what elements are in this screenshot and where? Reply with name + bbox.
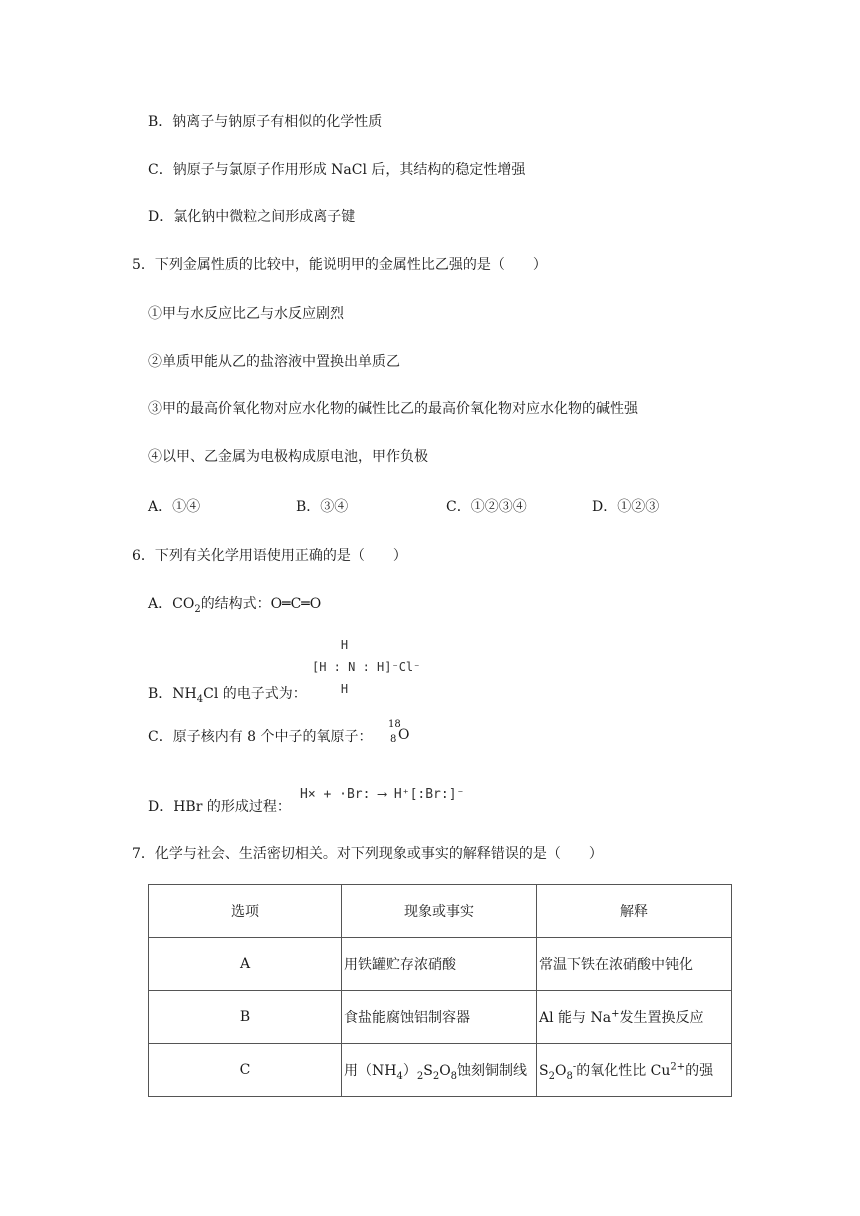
row-a-fact: 用铁罐贮存浓硝酸 <box>342 938 537 991</box>
row-a-explain: 常温下铁在浓硝酸中钝化 <box>537 938 732 991</box>
q5-item-4: ④以甲、乙金属为电极构成原电池，甲作负极 <box>148 449 428 465</box>
q6-option-b: B．$NH_4Cl$ 的电子式为： <box>148 686 307 705</box>
header-option: 选项 <box>149 885 342 938</box>
row-b-explain: Al 能与 Na+发生置换反应 <box>537 991 732 1044</box>
q6-option-a: A．$CO_2$的结构式：O═C═O <box>148 596 322 615</box>
row-c-option: C <box>149 1044 342 1097</box>
q4-option-c: C．钠原子与氯原子作用形成 NaCl 后，其结构的稳定性增强 <box>148 162 526 178</box>
q5-item-1: ①甲与水反应比乙与水反应剧烈 <box>148 306 344 322</box>
q5-option-c: C．①②③④ <box>446 499 527 515</box>
row-c-explain: $S_2O_8^-$的氧化性比 $Cu^{2+}$的强 <box>537 1044 732 1097</box>
oxygen-nuclide-symbol: 18 8 O <box>388 719 410 745</box>
q6-option-d: D．HBr 的形成过程： <box>148 799 291 815</box>
header-fact: 现象或事实 <box>342 885 537 938</box>
q7-stem: 7．化学与社会、生活密切相关。对下列现象或事实的解释错误的是（ ） <box>132 846 603 862</box>
hbr-formation-diagram: H× + ·Br: ⟶ H⁺[:Br:]⁻ <box>300 787 465 802</box>
q5-option-d: D．①②③ <box>592 499 660 515</box>
table-row <box>149 991 732 1044</box>
q5-option-b: B．③④ <box>296 499 349 515</box>
header-explain: 解释 <box>537 885 732 938</box>
q6-stem: 6．下列有关化学用语使用正确的是（ ） <box>132 548 407 564</box>
q5-item-2: ②单质甲能从乙的盐溶液中置换出单质乙 <box>148 354 400 370</box>
nh4cl-electron-formula: H [H : N : H]⁻Cl⁻ H <box>312 638 421 696</box>
q7-table <box>148 884 732 1097</box>
q6-option-c: C．原子核内有 8 个中子的氧原子： <box>148 729 373 745</box>
table-row <box>149 938 732 991</box>
q5-item-3: ③甲的最高价氧化物对应水化物的碱性比乙的最高价氧化物对应水化物的碱性强 <box>148 401 638 417</box>
row-a-option: A <box>149 938 342 991</box>
q5-stem: 5．下列金属性质的比较中，能说明甲的金属性比乙强的是（ ） <box>132 257 547 273</box>
row-c-fact: 用$(NH_4)_2S_2O_8$蚀刻铜制线 <box>342 1044 537 1097</box>
q4-option-b: B．钠离子与钠原子有相似的化学性质 <box>148 114 383 130</box>
q4-option-d: D．氯化钠中微粒之间形成离子键 <box>148 209 356 225</box>
table-row <box>149 1044 732 1097</box>
row-b-fact: 食盐能腐蚀铝制容器 <box>342 991 537 1044</box>
table-header-row <box>149 885 732 938</box>
q5-option-a: A．①④ <box>148 499 201 515</box>
row-b-option: B <box>149 991 342 1044</box>
